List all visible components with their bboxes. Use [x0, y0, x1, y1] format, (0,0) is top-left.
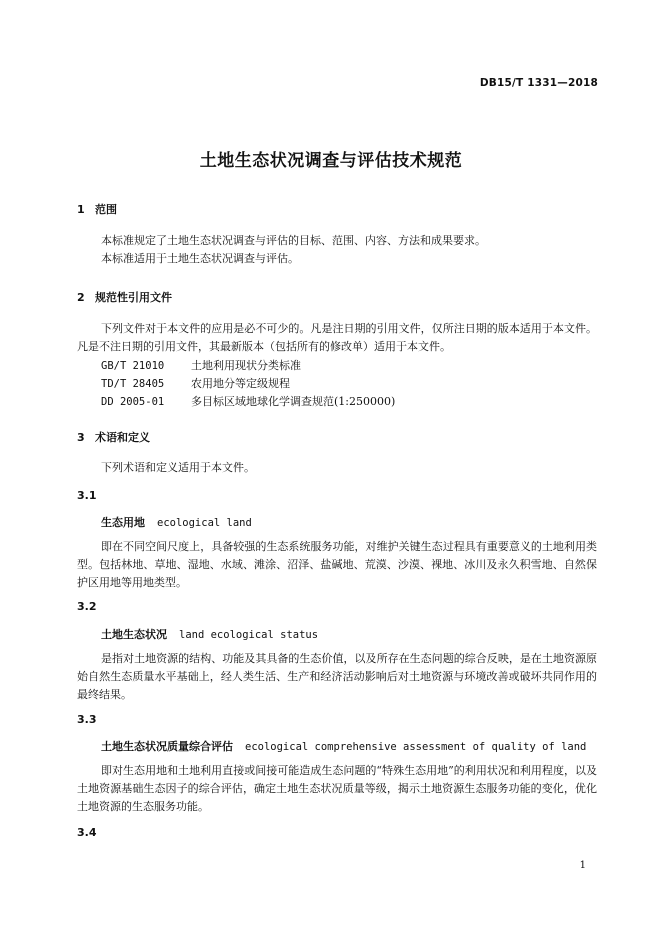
terms-intro: 下列术语和定义适用于本文件。	[101, 461, 255, 474]
reference-item	[101, 375, 290, 391]
page-number: 1	[579, 860, 586, 871]
standard-code: DB15/T 1331—2018	[479, 77, 598, 89]
reference-code: DD 2005-01	[101, 396, 165, 408]
section-heading-scope	[77, 201, 117, 217]
term-entry	[101, 626, 318, 642]
normative-references-intro: 下列文件对于本文件的应用是必不可少的。凡是注日期的引用文件，仅所注日期的版本适用于本文件。凡是不注日期的引用文件，其最新版本（包括所有的修改单）适用于本文件。	[77, 322, 597, 353]
term-definition: 即对生态用地和土地利用直接或间接可能造成生态问题的“特殊生态用地”的利用状况和利用程度，以及土地资源基础生态因子的综合评估，确定土地生态状况质量等级，揭示土地资源生态服务功能的变化，优化土地资源的生态服务功能。	[77, 764, 597, 813]
term-english: ecological land	[157, 517, 252, 529]
section-number: 1	[77, 203, 85, 216]
term-entry	[101, 514, 252, 530]
clause-number: 3.1	[77, 489, 97, 502]
term-entry	[101, 738, 586, 754]
term-chinese: 生态用地	[101, 516, 145, 529]
term-chinese: 土地生态状况质量综合评估	[101, 740, 233, 753]
scope-paragraph: 本标准适用于土地生态状况调查与评估。	[101, 252, 299, 265]
term-english: land ecological status	[179, 629, 319, 641]
section-heading-terms	[77, 429, 150, 445]
reference-code: TD/T 28405	[101, 378, 165, 390]
section-title: 范围	[95, 203, 117, 216]
reference-code: GB/T 21010	[101, 360, 165, 372]
reference-title: 农用地分等定级规程	[191, 377, 290, 390]
section-number: 3	[77, 431, 85, 444]
reference-title: 土地利用现状分类标准	[191, 359, 301, 372]
clause-number: 3.4	[77, 826, 97, 839]
document-title: 土地生态状况调查与评估技术规范	[199, 151, 463, 171]
reference-title: 多目标区域地球化学调查规范(1:250000)	[191, 395, 396, 408]
term-english: ecological comprehensive assessment of quality of land	[245, 741, 587, 753]
section-number: 2	[77, 291, 85, 304]
section-heading-normative-references	[77, 289, 172, 305]
section-title: 术语和定义	[95, 431, 150, 444]
reference-item	[101, 393, 395, 409]
term-definition: 是指对土地资源的结构、功能及其具备的生态价值，以及所存在生态问题的综合反映，是在土地资源原始自然生态质量水平基础上，经人类生活、生产和经济活动影响后对土地资源与环境改善或破坏共同作用的最终结果。	[77, 652, 597, 701]
term-definition: 即在不同空间尺度上，具备较强的生态系统服务功能，对维护关键生态过程具有重要意义的土地利用类型。包括林地、草地、湿地、水域、滩涂、沼泽、盐碱地、荒漠、沙漠、裸地、冰川及永久积雪地、自然保护区用地等用地类型。	[77, 540, 597, 589]
term-chinese: 土地生态状况	[101, 628, 167, 641]
reference-item	[101, 357, 301, 373]
scope-paragraph: 本标准规定了土地生态状况调查与评估的目标、范围、内容、方法和成果要求。	[101, 234, 486, 247]
section-title: 规范性引用文件	[95, 291, 172, 304]
clause-number: 3.3	[77, 713, 97, 726]
clause-number: 3.2	[77, 600, 97, 613]
